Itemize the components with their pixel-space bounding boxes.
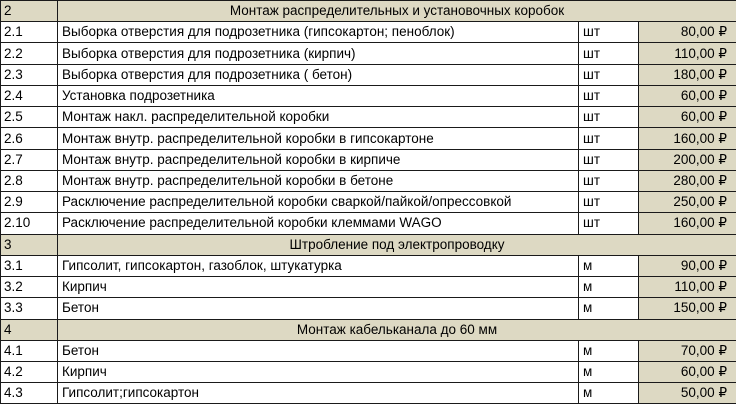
- item-unit: шт: [579, 85, 639, 106]
- item-number: 2.5: [1, 107, 58, 128]
- item-name: Выборка отверстия для подрозетника (гипсокартон; пеноблок): [58, 22, 579, 43]
- item-name: Выборка отверстия для подрозетника (кирпич): [58, 43, 579, 64]
- item-unit: м: [579, 340, 639, 361]
- table-row: [1, 361, 736, 382]
- item-price: 90,00 ₽: [639, 255, 736, 276]
- item-name: Кирпич: [58, 277, 579, 298]
- section-number: 3: [1, 234, 58, 255]
- table-row: [1, 64, 736, 85]
- item-unit: шт: [579, 149, 639, 170]
- item-number: 2.1: [1, 22, 58, 43]
- item-unit: м: [579, 383, 639, 404]
- item-number: 3.2: [1, 277, 58, 298]
- item-unit: шт: [579, 22, 639, 43]
- item-unit: шт: [579, 64, 639, 85]
- item-number: 2.9: [1, 192, 58, 213]
- section-number: 2: [1, 1, 58, 22]
- table-row: [1, 22, 736, 43]
- section-header-row: [1, 1, 736, 22]
- item-price: 60,00 ₽: [639, 361, 736, 382]
- item-unit: м: [579, 277, 639, 298]
- item-number: 2.10: [1, 213, 58, 234]
- item-price: 50,00 ₽: [639, 383, 736, 404]
- item-name: Кирпич: [58, 361, 579, 382]
- item-number: 4.1: [1, 340, 58, 361]
- item-name: Расключение распределительной коробки клеммами WAGO: [58, 213, 579, 234]
- item-unit: шт: [579, 107, 639, 128]
- table-row: [1, 43, 736, 64]
- item-name: Выборка отверстия для подрозетника ( бетон): [58, 64, 579, 85]
- item-unit: м: [579, 255, 639, 276]
- item-name: Бетон: [58, 340, 579, 361]
- item-price: 180,00 ₽: [639, 64, 736, 85]
- item-number: 3.1: [1, 255, 58, 276]
- item-unit: шт: [579, 128, 639, 149]
- item-number: 2.3: [1, 64, 58, 85]
- price-table-body: [1, 1, 736, 404]
- item-price: 160,00 ₽: [639, 213, 736, 234]
- item-unit: м: [579, 361, 639, 382]
- item-number: 4.2: [1, 361, 58, 382]
- section-header-row: [1, 234, 736, 255]
- table-row: [1, 383, 736, 404]
- item-number: 2.2: [1, 43, 58, 64]
- item-number: 3.3: [1, 298, 58, 319]
- item-price: 80,00 ₽: [639, 22, 736, 43]
- item-name: Монтаж накл. распределительной коробки: [58, 107, 579, 128]
- section-title: Монтаж кабельканала до 60 мм: [58, 319, 736, 340]
- section-title: Штробление под электропроводку: [58, 234, 736, 255]
- item-price: 160,00 ₽: [639, 128, 736, 149]
- item-number: 2.6: [1, 128, 58, 149]
- item-name: Монтаж внутр. распределительной коробки в гипсокартоне: [58, 128, 579, 149]
- item-unit: шт: [579, 213, 639, 234]
- item-name: Установка подрозетника: [58, 85, 579, 106]
- item-price: 280,00 ₽: [639, 170, 736, 191]
- table-row: [1, 85, 736, 106]
- table-row: [1, 277, 736, 298]
- item-name: Монтаж внутр. распределительной коробки в кирпиче: [58, 149, 579, 170]
- item-price: 60,00 ₽: [639, 85, 736, 106]
- item-unit: м: [579, 298, 639, 319]
- section-title: Монтаж распределительных и установочных коробок: [58, 1, 736, 22]
- item-number: 2.8: [1, 170, 58, 191]
- table-row: [1, 107, 736, 128]
- item-unit: шт: [579, 192, 639, 213]
- item-number: 2.4: [1, 85, 58, 106]
- item-unit: шт: [579, 170, 639, 191]
- item-name: Монтаж внутр. распределительной коробки в бетоне: [58, 170, 579, 191]
- item-number: 2.7: [1, 149, 58, 170]
- table-row: [1, 170, 736, 191]
- section-number: 4: [1, 319, 58, 340]
- table-row: [1, 213, 736, 234]
- table-row: [1, 192, 736, 213]
- item-unit: шт: [579, 43, 639, 64]
- item-price: 250,00 ₽: [639, 192, 736, 213]
- table-row: [1, 255, 736, 276]
- item-name: Гипсолит;гипсокартон: [58, 383, 579, 404]
- item-number: 4.3: [1, 383, 58, 404]
- item-price: 70,00 ₽: [639, 340, 736, 361]
- item-name: Гипсолит, гипсокартон, газоблок, штукатурка: [58, 255, 579, 276]
- item-price: 200,00 ₽: [639, 149, 736, 170]
- table-row: [1, 149, 736, 170]
- table-row: [1, 128, 736, 149]
- item-name: Бетон: [58, 298, 579, 319]
- item-price: 60,00 ₽: [639, 107, 736, 128]
- item-name: Расключение распределительной коробки сваркой/пайкой/опрессовкой: [58, 192, 579, 213]
- table-row: [1, 340, 736, 361]
- table-row: [1, 298, 736, 319]
- item-price: 150,00 ₽: [639, 298, 736, 319]
- item-price: 110,00 ₽: [639, 43, 736, 64]
- item-price: 110,00 ₽: [639, 277, 736, 298]
- section-header-row: [1, 319, 736, 340]
